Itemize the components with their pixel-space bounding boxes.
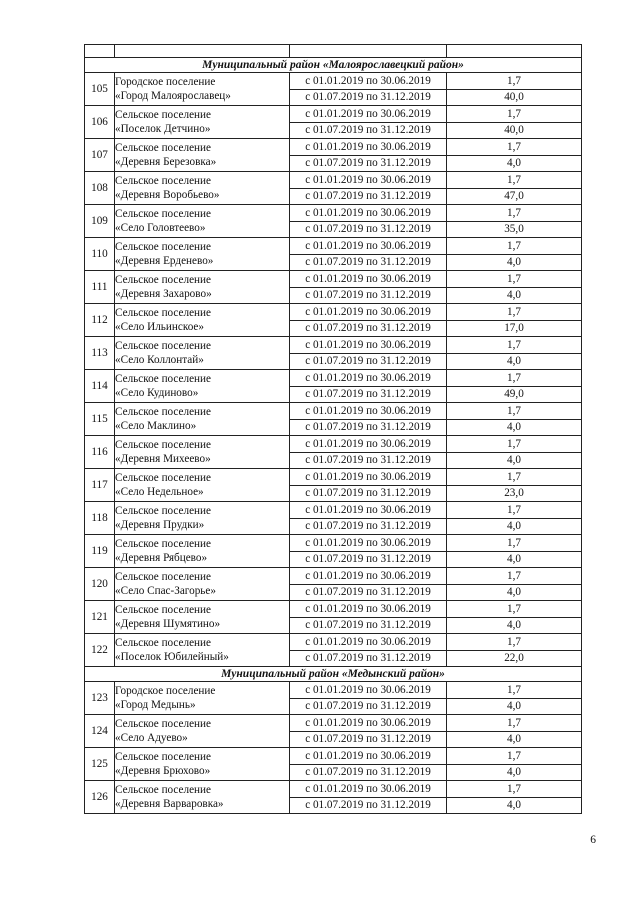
settlement-title: «Село Маклино» (115, 420, 197, 432)
rate-first-half: 1,7 (447, 73, 582, 90)
settlement-title: «Село Кудиново» (115, 387, 199, 399)
settlement-name (115, 403, 290, 436)
period-second-half: с 01.07.2019 по 31.12.2019 (290, 386, 447, 403)
rate-first-half: 1,7 (447, 106, 582, 123)
settlement-type: Сельское поселение (115, 637, 211, 649)
period-first-half: с 01.01.2019 по 30.06.2019 (290, 781, 447, 798)
period-second-half: с 01.07.2019 по 31.12.2019 (290, 122, 447, 139)
settlement-type: Сельское поселение (115, 784, 211, 796)
row-number: 109 (85, 205, 115, 238)
rate-first-half: 1,7 (447, 715, 582, 732)
rate-second-half: 4,0 (447, 698, 582, 715)
period-first-half: с 01.01.2019 по 30.06.2019 (290, 304, 447, 321)
period-first-half: с 01.01.2019 по 30.06.2019 (290, 337, 447, 354)
period-first-half: с 01.01.2019 по 30.06.2019 (290, 106, 447, 123)
row-number: 115 (85, 403, 115, 436)
settlement-title: «Деревня Прудки» (115, 519, 205, 531)
settlement-title: «Село Коллонтай» (115, 354, 204, 366)
rate-second-half: 35,0 (447, 221, 582, 238)
period-second-half: с 01.07.2019 по 31.12.2019 (290, 485, 447, 502)
period-first-half: с 01.01.2019 по 30.06.2019 (290, 568, 447, 585)
rate-first-half: 1,7 (447, 634, 582, 651)
rate-first-half: 1,7 (447, 781, 582, 798)
settlement-name (115, 172, 290, 205)
settlement-name (115, 337, 290, 370)
period-second-half: с 01.07.2019 по 31.12.2019 (290, 89, 447, 106)
table-row (85, 139, 582, 156)
period-second-half: с 01.07.2019 по 31.12.2019 (290, 155, 447, 172)
row-number: 116 (85, 436, 115, 469)
settlement-type: Сельское поселение (115, 604, 211, 616)
period-second-half: с 01.07.2019 по 31.12.2019 (290, 287, 447, 304)
table-top-row (85, 45, 582, 58)
period-second-half: с 01.07.2019 по 31.12.2019 (290, 617, 447, 634)
settlement-title: «Поселок Детчино» (115, 123, 211, 135)
period-second-half: с 01.07.2019 по 31.12.2019 (290, 353, 447, 370)
settlement-type: Сельское поселение (115, 373, 211, 385)
period-second-half: с 01.07.2019 по 31.12.2019 (290, 731, 447, 748)
settlement-type: Сельское поселение (115, 340, 211, 352)
table-row (85, 715, 582, 732)
section-title: Муниципальный район «Малоярославецкий район» (85, 58, 582, 73)
row-number: 117 (85, 469, 115, 502)
table-row (85, 271, 582, 288)
table-row (85, 370, 582, 387)
settlement-type: Сельское поселение (115, 505, 211, 517)
table-row (85, 73, 582, 90)
rate-second-half: 4,0 (447, 551, 582, 568)
table-row (85, 682, 582, 699)
row-number: 110 (85, 238, 115, 271)
period-first-half: с 01.01.2019 по 30.06.2019 (290, 271, 447, 288)
settlement-title: «Село Адуево» (115, 732, 188, 744)
rate-first-half: 1,7 (447, 337, 582, 354)
settlement-type: Сельское поселение (115, 175, 211, 187)
rate-first-half: 1,7 (447, 748, 582, 765)
rate-second-half: 47,0 (447, 188, 582, 205)
period-second-half: с 01.07.2019 по 31.12.2019 (290, 188, 447, 205)
period-first-half: с 01.01.2019 по 30.06.2019 (290, 205, 447, 222)
row-number: 107 (85, 139, 115, 172)
rate-second-half: 40,0 (447, 89, 582, 106)
settlement-title: «Деревня Захарово» (115, 288, 212, 300)
settlement-name (115, 535, 290, 568)
period-first-half: с 01.01.2019 по 30.06.2019 (290, 535, 447, 552)
period-second-half: с 01.07.2019 по 31.12.2019 (290, 518, 447, 535)
period-first-half: с 01.01.2019 по 30.06.2019 (290, 238, 447, 255)
period-second-half: с 01.07.2019 по 31.12.2019 (290, 764, 447, 781)
period-first-half: с 01.01.2019 по 30.06.2019 (290, 469, 447, 486)
table-row (85, 436, 582, 453)
rate-first-half: 1,7 (447, 535, 582, 552)
settlement-title: «Село Недельное» (115, 486, 204, 498)
period-first-half: с 01.01.2019 по 30.06.2019 (290, 601, 447, 618)
period-first-half: с 01.01.2019 по 30.06.2019 (290, 715, 447, 732)
settlement-type: Городское поселение (115, 685, 216, 697)
period-second-half: с 01.07.2019 по 31.12.2019 (290, 452, 447, 469)
period-first-half: с 01.01.2019 по 30.06.2019 (290, 682, 447, 699)
settlement-name (115, 634, 290, 667)
row-number: 114 (85, 370, 115, 403)
period-first-half: с 01.01.2019 по 30.06.2019 (290, 73, 447, 90)
settlement-name (115, 205, 290, 238)
settlement-name (115, 271, 290, 304)
settlement-title: «Деревня Михеево» (115, 453, 211, 465)
row-number: 120 (85, 568, 115, 601)
period-first-half: с 01.01.2019 по 30.06.2019 (290, 502, 447, 519)
table-row (85, 403, 582, 420)
settlement-name (115, 568, 290, 601)
settlement-name (115, 469, 290, 502)
period-second-half: с 01.07.2019 по 31.12.2019 (290, 584, 447, 601)
rate-first-half: 1,7 (447, 238, 582, 255)
rate-first-half: 1,7 (447, 304, 582, 321)
period-second-half: с 01.07.2019 по 31.12.2019 (290, 320, 447, 337)
row-number: 126 (85, 781, 115, 814)
table-row (85, 337, 582, 354)
period-second-half: с 01.07.2019 по 31.12.2019 (290, 797, 447, 814)
rate-second-half: 4,0 (447, 254, 582, 271)
settlement-title: «Город Малоярославец» (115, 90, 231, 102)
section-title: Муниципальный район «Медынский район» (85, 667, 582, 682)
settlement-type: Сельское поселение (115, 274, 211, 286)
period-second-half: с 01.07.2019 по 31.12.2019 (290, 551, 447, 568)
row-number: 119 (85, 535, 115, 568)
section-header-row (85, 667, 582, 682)
settlement-type: Сельское поселение (115, 472, 211, 484)
rate-second-half: 4,0 (447, 353, 582, 370)
rate-second-half: 4,0 (447, 764, 582, 781)
rate-first-half: 1,7 (447, 568, 582, 585)
rate-second-half: 4,0 (447, 617, 582, 634)
row-number: 123 (85, 682, 115, 715)
row-number: 121 (85, 601, 115, 634)
table-row (85, 502, 582, 519)
section-header-row (85, 58, 582, 73)
settlement-title: «Деревня Березовка» (115, 156, 217, 168)
period-second-half: с 01.07.2019 по 31.12.2019 (290, 698, 447, 715)
period-second-half: с 01.07.2019 по 31.12.2019 (290, 221, 447, 238)
rate-first-half: 1,7 (447, 271, 582, 288)
page-number: 6 (590, 834, 596, 846)
settlement-title: «Деревня Рябцево» (115, 552, 208, 564)
table-row (85, 568, 582, 585)
period-first-half: с 01.01.2019 по 30.06.2019 (290, 139, 447, 156)
table-row (85, 781, 582, 798)
rate-second-half: 4,0 (447, 419, 582, 436)
period-first-half: с 01.01.2019 по 30.06.2019 (290, 403, 447, 420)
rate-second-half: 4,0 (447, 731, 582, 748)
settlement-name (115, 502, 290, 535)
settlement-type: Сельское поселение (115, 241, 211, 253)
settlement-type: Сельское поселение (115, 208, 211, 220)
rate-first-half: 1,7 (447, 502, 582, 519)
table-row (85, 304, 582, 321)
row-number: 113 (85, 337, 115, 370)
settlement-title: «Деревня Ерденево» (115, 255, 214, 267)
period-first-half: с 01.01.2019 по 30.06.2019 (290, 634, 447, 651)
rate-second-half: 4,0 (447, 518, 582, 535)
rate-first-half: 1,7 (447, 469, 582, 486)
settlement-title: «Село Ильинское» (115, 321, 204, 333)
rate-first-half: 1,7 (447, 436, 582, 453)
settlement-title: «Деревня Брюхово» (115, 765, 211, 777)
settlement-name (115, 436, 290, 469)
settlement-name (115, 370, 290, 403)
row-number: 122 (85, 634, 115, 667)
rate-second-half: 17,0 (447, 320, 582, 337)
rate-second-half: 4,0 (447, 155, 582, 172)
row-number: 118 (85, 502, 115, 535)
rate-first-half: 1,7 (447, 139, 582, 156)
settlement-title: «Деревня Варваровка» (115, 798, 224, 810)
settlement-type: Сельское поселение (115, 751, 211, 763)
period-second-half: с 01.07.2019 по 31.12.2019 (290, 254, 447, 271)
rate-first-half: 1,7 (447, 682, 582, 699)
tariff-table (84, 44, 582, 814)
table-row (85, 469, 582, 486)
table-row (85, 205, 582, 222)
row-number: 108 (85, 172, 115, 205)
rate-second-half: 23,0 (447, 485, 582, 502)
settlement-name (115, 73, 290, 106)
settlement-type: Сельское поселение (115, 538, 211, 550)
period-first-half: с 01.01.2019 по 30.06.2019 (290, 748, 447, 765)
table-row (85, 172, 582, 189)
rate-second-half: 4,0 (447, 797, 582, 814)
row-number: 105 (85, 73, 115, 106)
row-number: 112 (85, 304, 115, 337)
settlement-name (115, 304, 290, 337)
rate-second-half: 4,0 (447, 287, 582, 304)
row-number: 124 (85, 715, 115, 748)
settlement-type: Сельское поселение (115, 406, 211, 418)
settlement-name (115, 781, 290, 814)
settlement-type: Сельское поселение (115, 142, 211, 154)
rate-first-half: 1,7 (447, 172, 582, 189)
row-number: 125 (85, 748, 115, 781)
settlement-title: «Деревня Шумятино» (115, 618, 221, 630)
rate-first-half: 1,7 (447, 403, 582, 420)
rate-second-half: 22,0 (447, 650, 582, 667)
settlement-name (115, 139, 290, 172)
settlement-type: Сельское поселение (115, 307, 211, 319)
rate-second-half: 49,0 (447, 386, 582, 403)
settlement-title: «Деревня Воробьево» (115, 189, 220, 201)
settlement-name (115, 601, 290, 634)
settlement-type: Городское поселение (115, 76, 216, 88)
settlement-name (115, 106, 290, 139)
settlement-name (115, 682, 290, 715)
settlement-name (115, 238, 290, 271)
period-second-half: с 01.07.2019 по 31.12.2019 (290, 650, 447, 667)
settlement-type: Сельское поселение (115, 109, 211, 121)
rate-second-half: 4,0 (447, 584, 582, 601)
period-first-half: с 01.01.2019 по 30.06.2019 (290, 370, 447, 387)
table-row (85, 748, 582, 765)
table-row (85, 238, 582, 255)
settlement-type: Сельское поселение (115, 718, 211, 730)
table-row (85, 535, 582, 552)
table-row (85, 634, 582, 651)
rate-second-half: 4,0 (447, 452, 582, 469)
settlement-type: Сельское поселение (115, 439, 211, 451)
settlement-name (115, 715, 290, 748)
settlement-name (115, 748, 290, 781)
table-row (85, 106, 582, 123)
settlement-title: «Село Спас-Загорье» (115, 585, 216, 597)
rate-first-half: 1,7 (447, 370, 582, 387)
settlement-type: Сельское поселение (115, 571, 211, 583)
settlement-title: «Поселок Юбилейный» (115, 651, 229, 663)
settlement-title: «Село Головтеево» (115, 222, 206, 234)
row-number: 111 (85, 271, 115, 304)
period-first-half: с 01.01.2019 по 30.06.2019 (290, 172, 447, 189)
rate-first-half: 1,7 (447, 601, 582, 618)
rate-first-half: 1,7 (447, 205, 582, 222)
row-number: 106 (85, 106, 115, 139)
period-first-half: с 01.01.2019 по 30.06.2019 (290, 436, 447, 453)
period-second-half: с 01.07.2019 по 31.12.2019 (290, 419, 447, 436)
table-row (85, 601, 582, 618)
rate-second-half: 40,0 (447, 122, 582, 139)
settlement-title: «Город Медынь» (115, 699, 196, 711)
